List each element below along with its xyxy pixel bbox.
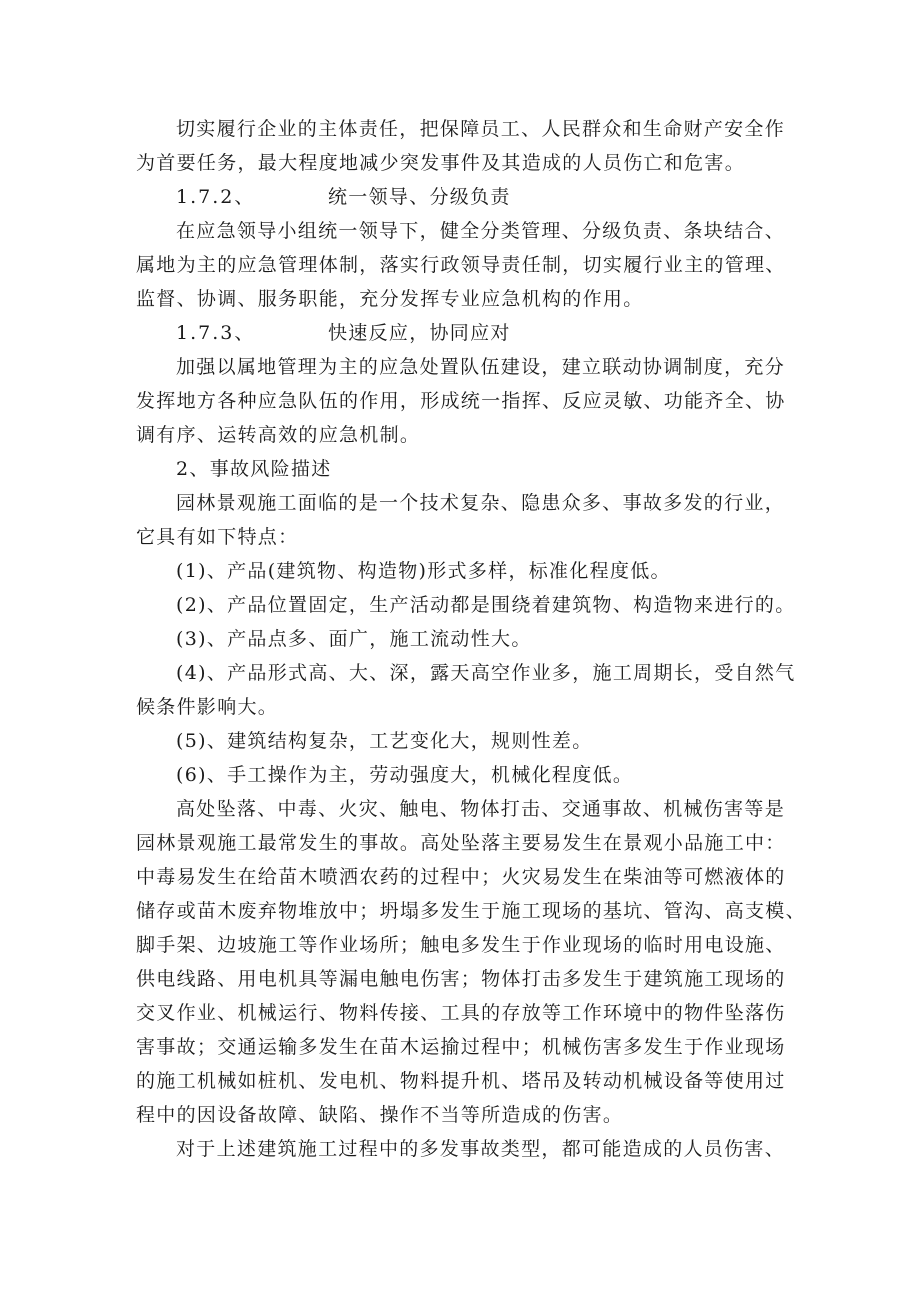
heading-number: 1.7.3、	[176, 322, 256, 344]
text-line: 储存或苗木废弃物堆放中；坍塌多发生于施工现场的基坑、管沟、高支模、	[136, 900, 806, 922]
text-line: 脚手架、边坡施工等作业场所；触电多发生于作业现场的临时用电设施、	[136, 934, 786, 956]
section-heading-2: 2、事故风险描述	[176, 458, 332, 480]
text-line: 属地为主的应急管理体制，落实行政领导责任制，切实履行业主的管理、	[136, 254, 786, 276]
text-line: 交叉作业、机械运行、物料传接、工具的存放等工作环境中的物件坠落伤	[136, 1002, 786, 1024]
heading-1-7-3	[136, 316, 786, 350]
list-item	[136, 724, 786, 758]
text-line: (3)、产品点多、面广，施工流动性大。	[176, 628, 532, 650]
paragraph-unified-leadership	[136, 214, 786, 316]
paragraph-accident-types	[136, 792, 806, 1132]
text-line: (4)、产品形式高、大、深，露天高空作业多，施工周期长，受自然气	[176, 662, 796, 684]
text-line: 供电线路、用电机具等漏电触电伤害；物体打击多发生于建筑施工现场的	[136, 968, 786, 990]
text-line: 它具有如下特点：	[136, 526, 299, 548]
text-line: 候条件影响大。	[136, 696, 279, 718]
list-item	[136, 554, 786, 588]
paragraph-responsibility	[136, 112, 786, 180]
text-line: 程中的因设备故障、缺陷、操作不当等所造成的伤害。	[136, 1104, 624, 1126]
list-item	[136, 656, 796, 724]
text-line: (5)、建筑结构复杂，工艺变化大，规则性差。	[176, 730, 593, 752]
text-line: (2)、产品位置固定，生产活动都是围绕着建筑物、构造物来进行的。	[176, 594, 796, 616]
text-line: (6)、手工操作为主，劳动强度大，机械化程度低。	[176, 764, 634, 786]
heading-title: 统一领导、分级负责	[328, 186, 511, 208]
list-item	[136, 758, 786, 792]
text-line: 对于上述建筑施工过程中的多发事故类型，都可能造成的人员伤害、	[176, 1138, 786, 1160]
feature-list	[136, 554, 796, 792]
list-item	[136, 622, 786, 656]
text-line: 园林景观施工最常发生的事故。高处坠落主要易发生在景观小品施工中：	[136, 832, 786, 854]
heading-title: 快速反应，协同应对	[328, 322, 511, 344]
text-line: 发挥地方各种应急队伍的作用，形成统一指挥、反应灵敏、功能齐全、协	[136, 390, 786, 412]
text-line: 高处坠落、中毒、火灾、触电、物体打击、交通事故、机械伤害等是	[176, 798, 786, 820]
text-line: 园林景观施工面临的是一个技术复杂、隐患众多、事故多发的行业，	[176, 492, 786, 514]
text-line: 加强以属地管理为主的应急处置队伍建设，建立联动协调制度，充分	[176, 356, 786, 378]
text-line: 调有序、运转高效的应急机制。	[136, 424, 421, 446]
paragraph-conclusion	[136, 1132, 786, 1166]
paragraph-intro	[136, 486, 786, 554]
heading-number: 1.7.2、	[176, 186, 256, 208]
text-line: 切实履行企业的主体责任，把保障员工、人民群众和生命财产安全作	[176, 118, 786, 140]
text-line: 害事故；交通运输多发生在苗木运揄过程中；机械伤害多发生于作业现场	[136, 1036, 786, 1058]
heading-1-7-2	[136, 180, 786, 214]
text-line: 中毒易发生在给苗木喷洒农药的过程中；火灾易发生在柴油等可燃液体的	[136, 866, 786, 888]
document-page	[136, 112, 806, 1166]
text-line: 为首要任务，最大程度地减少突发事件及其造成的人员伤亡和危害。	[136, 152, 746, 174]
paragraph-rapid-response	[136, 350, 786, 452]
text-line: 监督、协调、服务职能，充分发挥专业应急机构的作用。	[136, 288, 644, 310]
text-line: 的施工机械如桩机、发电机、物料提升机、塔吊及转动机械设备等使用过	[136, 1070, 786, 1092]
text-line: 在应急领导小组统一领导下，健全分类管理、分级负责、条块结合、	[176, 220, 786, 242]
list-item	[136, 588, 796, 622]
text-line: (1)、产品(建筑物、构造物)形式多样，标准化程度低。	[176, 560, 671, 582]
